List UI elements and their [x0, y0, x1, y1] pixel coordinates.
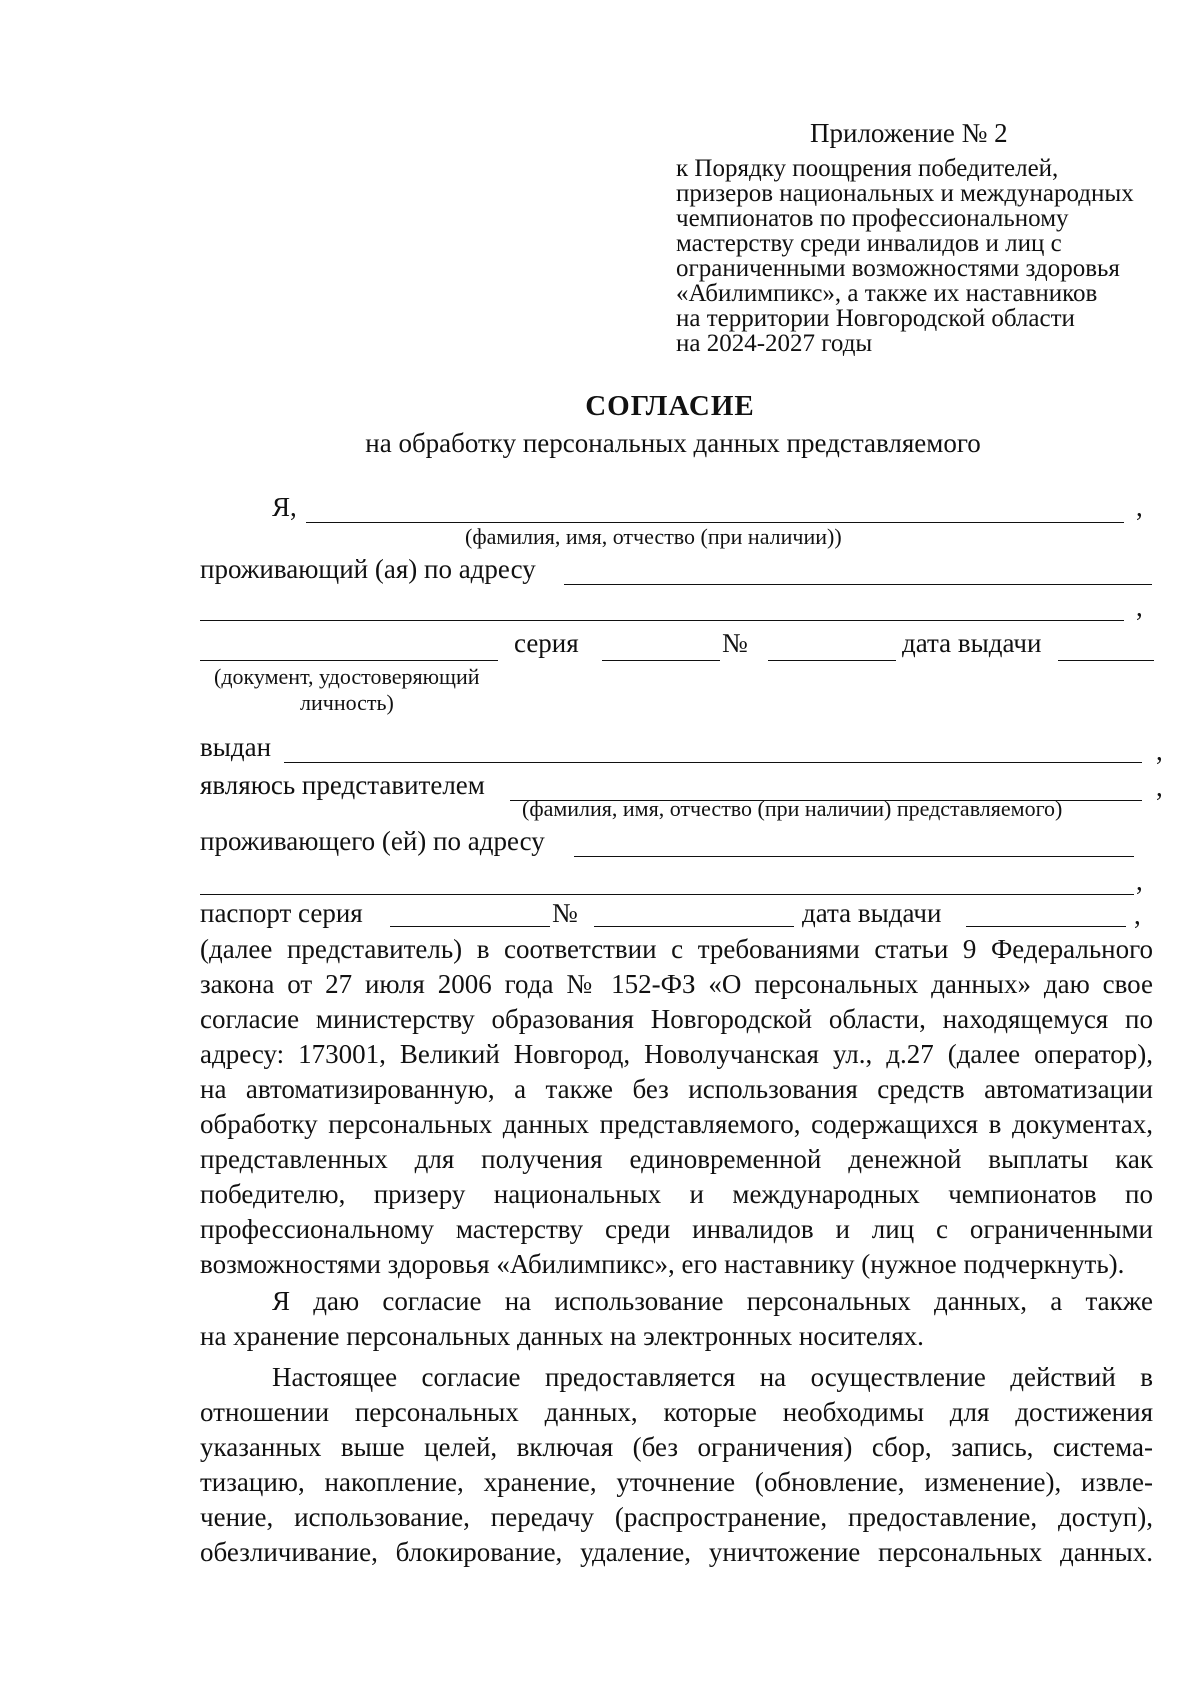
number-field[interactable] — [768, 660, 896, 661]
consent-paragraph-2 — [200, 1284, 1153, 1354]
representee-caption: (фамилия, имя, отчество (при наличии) представляемого) — [522, 796, 1063, 821]
comma: , — [1136, 866, 1143, 896]
text-line: представленных для получения единовременной денежной выплаты как — [200, 1144, 1153, 1174]
residing-address-field[interactable] — [564, 584, 1152, 585]
passport-number-label: № — [552, 898, 578, 928]
text-line: Я даю согласие на использование персональных данных, а также — [272, 1286, 1153, 1316]
text-line: (далее представитель) в соответствии с требованиями статьи 9 Федерального — [200, 934, 1153, 964]
passport-series-label: паспорт серия — [200, 898, 363, 928]
issued-by-field[interactable] — [284, 762, 1142, 763]
reference-line: призеров национальных и международных — [676, 180, 1134, 207]
text-line: отношении персональных данных, которые необходимы для достижения — [200, 1397, 1153, 1427]
id-doc-caption: (документ, удостоверяющий — [214, 664, 480, 689]
text-line: указанных выше целей, включая (без ограничения) сбор, запись, система- — [200, 1432, 1153, 1462]
reference-line: мастерству среди инвалидов и лиц с — [676, 230, 1062, 257]
text-line: Настоящее согласие предоставляется на осуществление действий в — [272, 1362, 1153, 1392]
reference-line: чемпионатов по профессиональному — [676, 205, 1069, 232]
comma: , — [1156, 736, 1163, 766]
issue-date-label: дата выдачи — [902, 628, 1042, 658]
i-label: Я, — [272, 492, 297, 522]
issued-label: выдан — [200, 732, 272, 762]
consent-paragraph-3 — [200, 1360, 1153, 1570]
text-line: тизацию, накопление, хранение, уточнение (обновление, изменение), извле- — [200, 1467, 1153, 1497]
text-line: обработку персональных данных представляемого, содержащихся в документах, — [200, 1109, 1153, 1139]
text-line: закона от 27 июля 2006 года № 152-ФЗ «О персональных данных» даю свое — [200, 969, 1153, 999]
series-label: серия — [514, 628, 579, 658]
issue-date-field[interactable] — [1058, 660, 1154, 661]
passport-date-field[interactable] — [966, 926, 1126, 927]
fio-caption: (фамилия, имя, отчество (при наличии)) — [465, 524, 842, 549]
comma: , — [1156, 772, 1163, 802]
reference-line: на территории Новгородской области — [676, 305, 1075, 332]
document-subtitle: на обработку персональных данных представляемого — [365, 428, 981, 458]
id-document-field[interactable] — [200, 660, 498, 661]
text-line: обезличивание, блокирование, удаление, уничтожение персональных данных. — [200, 1537, 1153, 1567]
text-line: чение, использование, передачу (распространение, предоставление, доступ), — [200, 1502, 1153, 1532]
appendix-title: Приложение № 2 — [810, 118, 1008, 148]
representative-label: являюсь представителем — [200, 770, 485, 800]
document-title: СОГЛАСИЕ — [585, 390, 755, 422]
representee-address-label: проживающего (ей) по адресу — [200, 826, 545, 856]
reference-line: к Порядку поощрения победителей, — [676, 155, 1059, 182]
residing-label: проживающий (ая) по адресу — [200, 554, 536, 584]
text-line: победителю, призеру национальных и международных чемпионатов по — [200, 1179, 1153, 1209]
comma: , — [1134, 900, 1141, 930]
fio-field[interactable] — [306, 522, 1124, 523]
reference-line: на 2024-2027 годы — [676, 330, 873, 357]
representee-address-field-2[interactable] — [200, 894, 1134, 895]
passport-date-label: дата выдачи — [802, 898, 942, 928]
id-doc-caption: личность) — [300, 690, 394, 715]
number-label: № — [722, 628, 748, 658]
representee-address-field[interactable] — [574, 856, 1134, 857]
passport-number-field[interactable] — [594, 926, 794, 927]
comma: , — [1136, 592, 1143, 622]
reference-line: ограниченными возможностями здоровья — [676, 255, 1120, 282]
passport-series-field[interactable] — [390, 926, 550, 927]
text-line: адресу: 173001, Великий Новгород, Новолучанская ул., д.27 (далее оператор), — [200, 1039, 1153, 1069]
text-line: согласие министерству образования Новгородской области, находящемуся по — [200, 1004, 1153, 1034]
text-line: на хранение персональных данных на электронных носителях. — [200, 1321, 924, 1351]
text-line: профессиональному мастерству среди инвалидов и лиц с ограниченными — [200, 1214, 1153, 1244]
comma: , — [1136, 492, 1143, 522]
residing-address-field-2[interactable] — [200, 620, 1124, 621]
text-line: на автоматизированную, а также без использования средств автоматизации — [200, 1074, 1153, 1104]
series-field[interactable] — [602, 660, 720, 661]
consent-paragraph-1 — [200, 932, 1153, 1282]
text-line: возможностями здоровья «Абилимпикс», его наставнику (нужное подчеркнуть). — [200, 1249, 1125, 1279]
reference-line: «Абилимпикс», а также их наставников — [676, 280, 1098, 307]
appendix-reference — [676, 156, 1156, 356]
